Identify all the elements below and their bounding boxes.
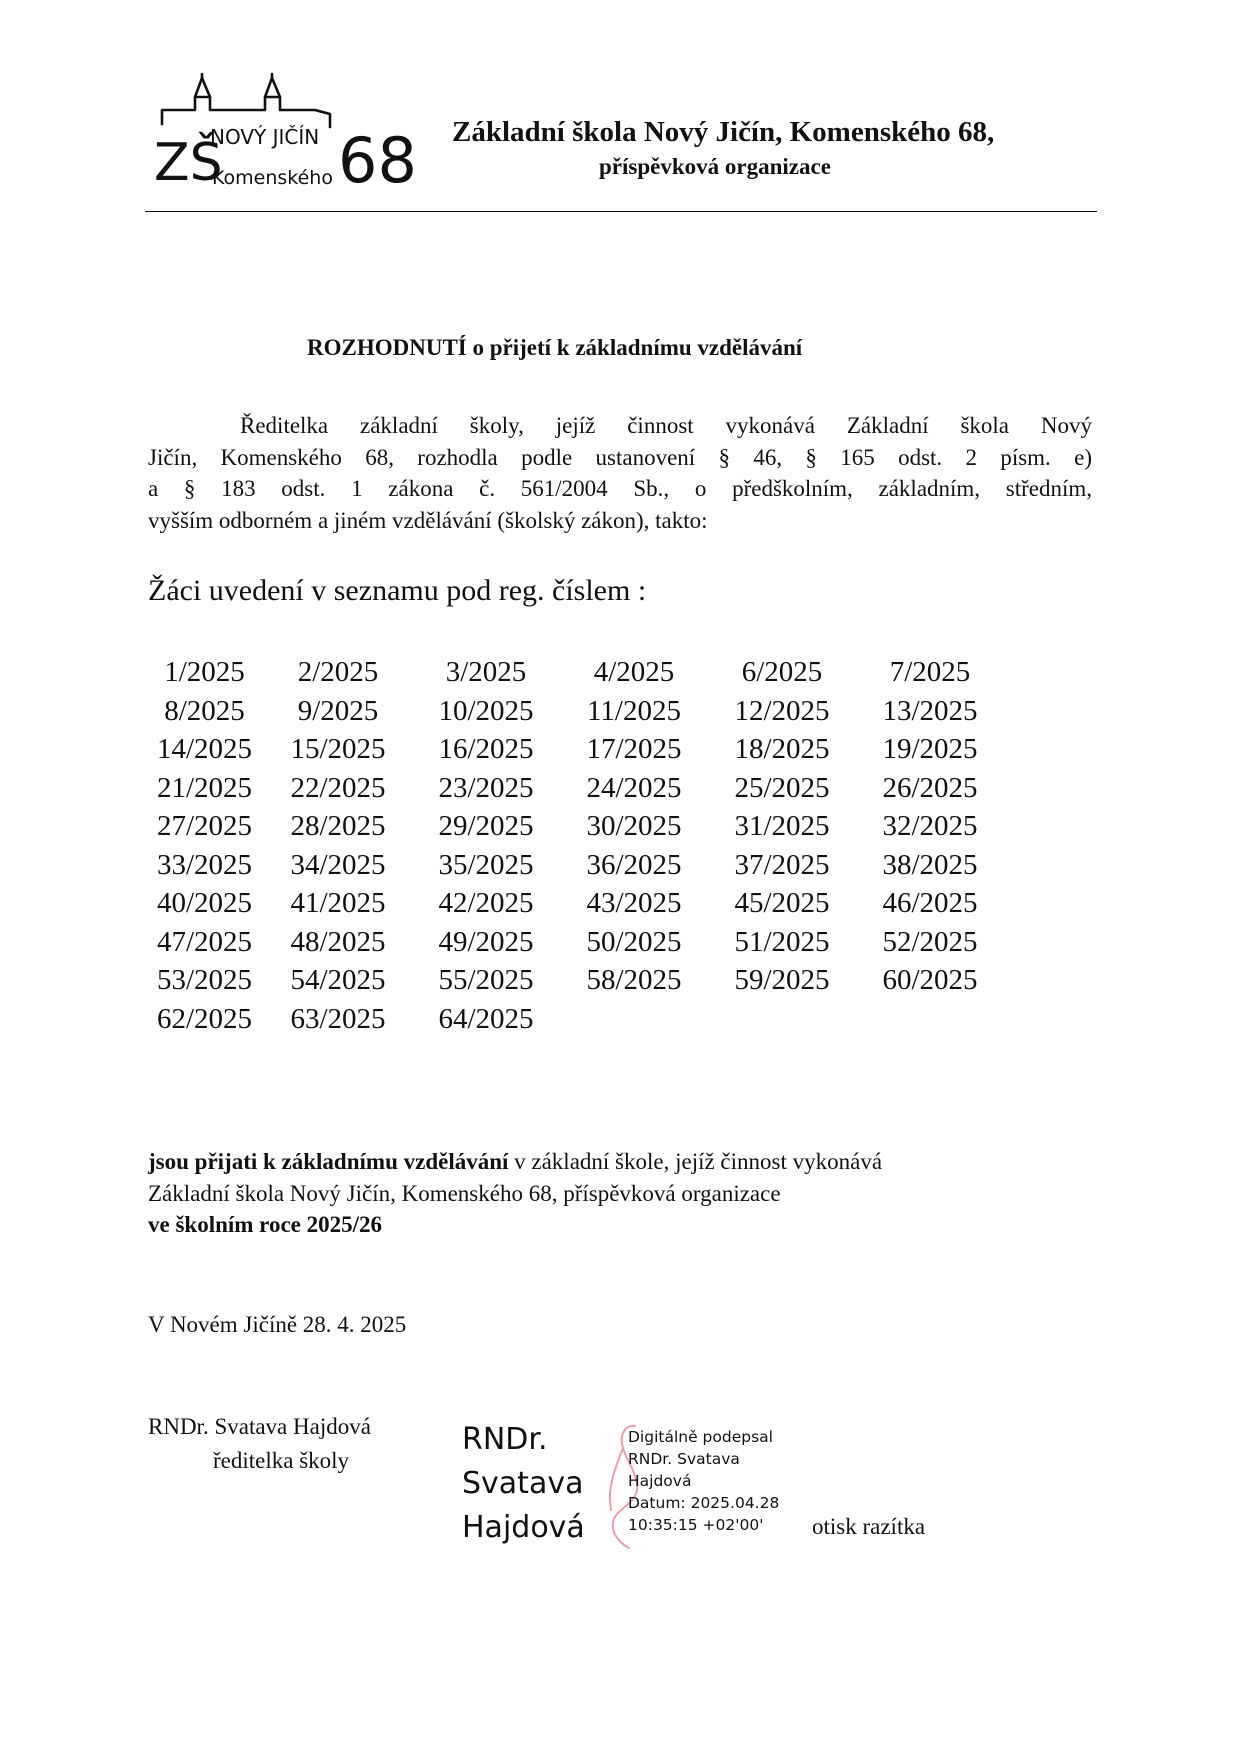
signature-detail-line: RNDr. Svatava bbox=[628, 1450, 740, 1468]
registration-number: 34/2025 bbox=[290, 848, 386, 881]
registration-number: 22/2025 bbox=[290, 771, 386, 804]
logo-city-text: NOVÝ JIČÍN bbox=[210, 125, 320, 149]
digital-signature-details bbox=[628, 1426, 779, 1536]
intro-line: Jičín, Komenského 68, rozhodla podle ustanovení § 46, § 165 odst. 2 písm. e) bbox=[148, 444, 1092, 470]
registration-number: 37/2025 bbox=[734, 848, 830, 881]
registration-number: 8/2025 bbox=[164, 694, 245, 727]
signature-name-line: RNDr. bbox=[462, 1422, 548, 1457]
registration-number: 30/2025 bbox=[586, 810, 682, 842]
intro-line: vyšším odborném a jiném vzdělávání (školský zákon), takto: bbox=[148, 507, 708, 533]
registration-number: 4/2025 bbox=[593, 656, 675, 688]
signature-detail-line: 10:35:15 +02'00' bbox=[628, 1516, 764, 1534]
registration-number: 49/2025 bbox=[438, 925, 534, 958]
signer-name: RNDr. Svatava Hajdová bbox=[148, 1414, 371, 1439]
registration-number: 21/2025 bbox=[156, 771, 253, 804]
signature-name-line: Svatava bbox=[462, 1466, 584, 1501]
registration-number: 7/2025 bbox=[889, 656, 971, 688]
logo-street-text: Komenského bbox=[212, 167, 333, 189]
registration-row bbox=[148, 769, 1004, 808]
registration-number: 17/2025 bbox=[586, 733, 682, 765]
signature-detail-line: Digitálně podepsal bbox=[628, 1428, 773, 1446]
logo-monogram: ZŠ bbox=[154, 133, 223, 193]
registration-number: 64/2025 bbox=[438, 1002, 534, 1035]
registration-number: 18/2025 bbox=[734, 733, 830, 765]
registration-number: 51/2025 bbox=[734, 925, 830, 958]
registration-number: 63/2025 bbox=[290, 1002, 386, 1035]
registration-number: 29/2025 bbox=[438, 810, 534, 842]
registration-number: 27/2025 bbox=[156, 810, 253, 842]
registration-row bbox=[148, 846, 1004, 885]
signature-detail-line: Hajdová bbox=[628, 1472, 692, 1490]
registration-number: 33/2025 bbox=[156, 848, 253, 881]
registration-row bbox=[148, 1000, 1004, 1039]
registration-number: 52/2025 bbox=[882, 925, 978, 958]
decision-bold-text: jsou přijati k základnímu vzdělávání bbox=[148, 1149, 509, 1174]
registration-number: 53/2025 bbox=[156, 964, 253, 996]
registration-number: 48/2025 bbox=[290, 925, 386, 958]
intro-paragraph bbox=[148, 410, 1092, 536]
place-date: V Novém Jičíně 28. 4. 2025 bbox=[148, 1312, 407, 1337]
registration-number: 10/2025 bbox=[438, 694, 534, 727]
registration-number-grid bbox=[148, 653, 1004, 1038]
decision-text: v základní škole, jejíž činnost vykonává bbox=[508, 1149, 883, 1174]
registration-number: 42/2025 bbox=[438, 887, 534, 919]
registration-number: 11/2025 bbox=[587, 694, 681, 727]
registration-number: 36/2025 bbox=[586, 848, 682, 881]
registration-row bbox=[148, 692, 1004, 731]
registration-row bbox=[148, 923, 1004, 962]
registration-number: 40/2025 bbox=[156, 887, 253, 919]
digital-signature-name bbox=[462, 1418, 585, 1550]
registration-number: 31/2025 bbox=[734, 810, 830, 842]
registration-number: 19/2025 bbox=[882, 733, 978, 765]
registration-number: 28/2025 bbox=[290, 810, 386, 842]
logo-number: 68 bbox=[338, 124, 417, 197]
signature-name-line: Hajdová bbox=[462, 1510, 585, 1545]
intro-line: Ředitelka základní školy, jejíž činnost vykonává Základní škola Nový bbox=[240, 413, 1092, 438]
school-year-text: ve školním roce 2025/26 bbox=[148, 1212, 383, 1237]
registration-number: 35/2025 bbox=[438, 848, 534, 881]
registration-row bbox=[148, 884, 1004, 923]
signer-role: ředitelka školy bbox=[213, 1448, 350, 1473]
decision-line bbox=[148, 1209, 1092, 1241]
registration-number: 50/2025 bbox=[586, 925, 682, 958]
registration-number: 43/2025 bbox=[586, 887, 682, 919]
registration-number: 25/2025 bbox=[734, 771, 830, 804]
header-divider bbox=[145, 211, 1097, 212]
registration-number: 60/2025 bbox=[882, 964, 978, 996]
registration-number: 47/2025 bbox=[156, 925, 253, 958]
registration-number: 3/2025 bbox=[445, 656, 527, 688]
intro-line: a § 183 odst. 1 zákona č. 561/2004 Sb., o předškolním, základním, středním, bbox=[148, 476, 1092, 501]
signature-detail-line: Datum: 2025.04.28 bbox=[628, 1494, 780, 1512]
registration-number: 6/2025 bbox=[741, 656, 823, 688]
registration-number: 62/2025 bbox=[156, 1002, 253, 1035]
registration-number: 2/2025 bbox=[297, 656, 379, 688]
decision-line: Základní škola Nový Jičín, Komenského 68, příspěvková organizace bbox=[148, 1180, 781, 1206]
school-legal-form: příspěvková organizace bbox=[599, 154, 831, 179]
registration-number: 58/2025 bbox=[586, 964, 682, 996]
registration-row bbox=[148, 653, 1004, 692]
registration-number: 54/2025 bbox=[290, 964, 386, 996]
registration-row bbox=[148, 730, 1004, 769]
registration-number: 59/2025 bbox=[734, 964, 830, 996]
stamp-note: otisk razítka bbox=[812, 1514, 926, 1539]
registration-row bbox=[148, 807, 1004, 846]
registration-number: 55/2025 bbox=[438, 964, 534, 996]
registration-number: 41/2025 bbox=[290, 887, 386, 919]
registration-number: 38/2025 bbox=[882, 848, 978, 881]
registration-number: 46/2025 bbox=[882, 887, 978, 919]
registration-number: 9/2025 bbox=[297, 694, 379, 727]
registration-number: 26/2025 bbox=[882, 771, 978, 804]
decision-paragraph bbox=[148, 1146, 1092, 1241]
registration-number: 14/2025 bbox=[156, 733, 253, 765]
list-heading: Žáci uvedení v seznamu pod reg. číslem : bbox=[148, 574, 647, 607]
decision-line bbox=[148, 1146, 1092, 1178]
registration-number: 1/2025 bbox=[164, 656, 245, 688]
school-name: Základní škola Nový Jičín, Komenského 68, bbox=[452, 116, 995, 148]
school-logo bbox=[150, 72, 425, 207]
registration-number: 13/2025 bbox=[882, 694, 978, 727]
registration-number: 45/2025 bbox=[734, 887, 830, 919]
document-title: ROZHODNUTÍ o přijetí k základnímu vzdělávání bbox=[307, 335, 803, 360]
registration-number: 24/2025 bbox=[586, 771, 682, 804]
registration-number: 32/2025 bbox=[882, 810, 978, 842]
registration-number: 23/2025 bbox=[438, 771, 534, 804]
registration-number: 16/2025 bbox=[438, 733, 534, 765]
registration-row bbox=[148, 961, 1004, 1000]
registration-number: 12/2025 bbox=[734, 694, 830, 727]
registration-number: 15/2025 bbox=[290, 733, 386, 765]
